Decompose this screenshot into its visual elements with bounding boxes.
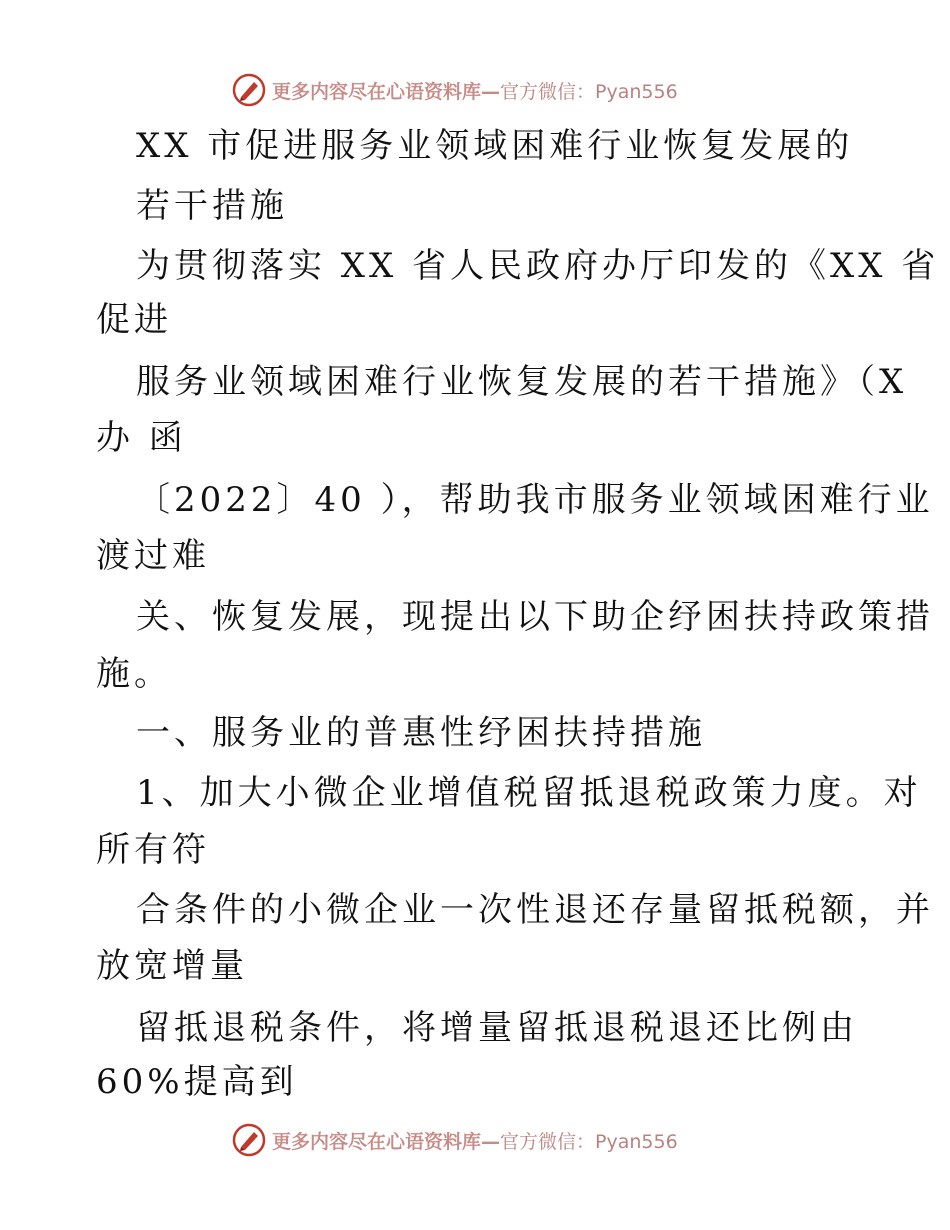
doc-paragraph-line: 为贯彻落实 XX 省人民政府办厅印发的《XX 省 [136,246,940,286]
doc-paragraph-line: 服务业领域困难行业恢复发展的若干措施》（X [136,362,908,402]
doc-paragraph-line: 关、恢复发展，现提出以下助企纾困扶持政策措 [136,597,934,637]
watermark-text: 更多内容尽在心语资料库—官方微信：Pyan556 [272,80,678,103]
watermark-text: 更多内容尽在心语资料库—官方微信：Pyan556 [272,1130,678,1153]
doc-paragraph-line: 施。 [96,654,172,694]
doc-paragraph-line: 合条件的小微企业一次性退还存量留抵税额，并 [136,890,934,930]
doc-paragraph-line: 促进 [96,300,172,340]
doc-paragraph-line: 〔2022〕40 ），帮助我市服务业领域困难行业 [136,480,934,520]
doc-title-line-2: 若干措施 [136,186,288,226]
doc-paragraph-line: 留抵退税条件，将增量留抵退税退还比例由 [136,1008,858,1048]
doc-paragraph-line: 放宽增量 [96,946,248,986]
watermark-banner-bottom [232,1120,752,1160]
pen-logo-icon [232,1123,266,1157]
doc-section-heading: 一、服务业的普惠性纾困扶持措施 [136,713,706,753]
doc-title-line-1: XX 市促进服务业领域困难行业恢复发展的 [136,126,854,166]
doc-paragraph-line: 60%提高到 [96,1062,298,1102]
doc-paragraph-line: 办 函 [96,418,187,458]
doc-paragraph-line: 渡过难 [96,536,210,576]
doc-paragraph-line: 1、加大小微企业增值税留抵退税政策力度。对 [136,773,922,813]
doc-paragraph-line: 所有符 [96,830,210,870]
